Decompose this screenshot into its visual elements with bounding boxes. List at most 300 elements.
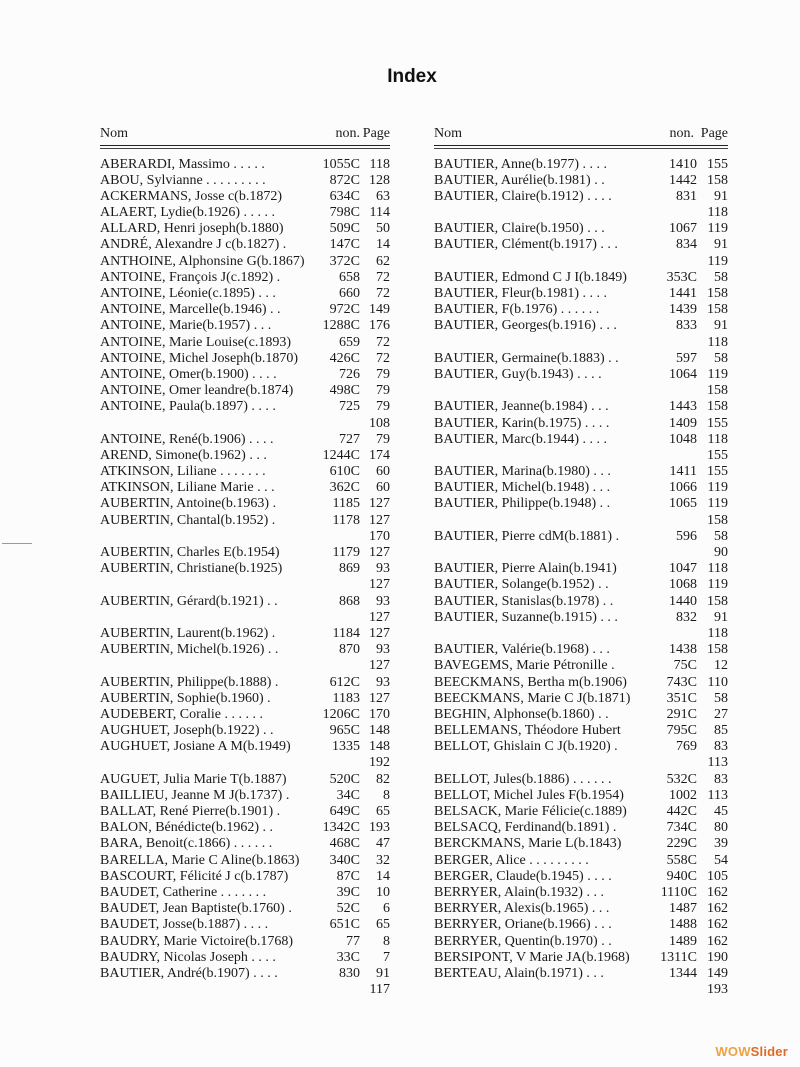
entry-page: 91: [714, 318, 728, 334]
entry-name: BAUTIER, Suzanne(b.1915) . . .: [434, 609, 618, 625]
entry-page: 72: [376, 269, 390, 285]
entry-ref: 1440: [669, 593, 697, 609]
entry-page: 58: [714, 269, 728, 285]
index-entry: [100, 594, 390, 610]
entry-page: 148: [369, 723, 390, 739]
entry-ref: 1068: [669, 577, 697, 593]
entry-page: 79: [376, 366, 390, 382]
header-rule: [434, 145, 728, 146]
entry-name: BAUTIER, Karin(b.1975) . . . .: [434, 415, 610, 431]
entry-page: 190: [707, 949, 728, 965]
entry-page: 158: [707, 399, 728, 415]
index-rows: [434, 157, 728, 999]
index-entry: [434, 318, 728, 334]
index-entry: [100, 335, 390, 351]
index-entry: [100, 286, 390, 302]
entry-name: BELSACQ, Ferdinand(b.1891) .: [434, 820, 617, 836]
index-entry: [434, 755, 728, 771]
entry-name: BAUTIER, Georges(b.1916) . . .: [434, 318, 617, 334]
entry-name: BAUTIER, Fleur(b.1981) . . . .: [434, 286, 608, 301]
index-entry: [434, 642, 728, 658]
entry-name: BERTEAU, Alain(b.1971) . . .: [434, 965, 604, 981]
entry-name: BAUTIER, F(b.1976) . . . . . .: [434, 302, 600, 318]
entry-page: 155: [707, 464, 728, 480]
entry-name: BAUTIER, Clément(b.1917) . . .: [434, 237, 618, 253]
index-entry: [100, 577, 390, 593]
entry-page: 193: [707, 982, 728, 998]
header-ref: non.: [669, 126, 694, 141]
index-entry: [434, 577, 728, 593]
entry-page: 119: [707, 366, 728, 382]
entry-page: 158: [707, 172, 728, 188]
entry-ref: 1065: [669, 496, 697, 512]
entry-name: BALON, Bénédicte(b.1962) . .: [100, 820, 274, 836]
entry-ref: 651C: [329, 917, 360, 933]
entry-name: BERRYER, Oriane(b.1966) . . .: [434, 917, 612, 933]
entry-page: 155: [707, 447, 728, 463]
index-entry: [434, 302, 728, 318]
entry-name: BASCOURT, Félicité J c(b.1787): [100, 868, 289, 884]
index-entry: [434, 901, 728, 917]
entry-name: ANTOINE, Léonie(c.1895) . . .: [100, 286, 276, 301]
entry-page: 113: [707, 755, 728, 771]
entry-ref: 1335: [332, 739, 360, 755]
entry-name: BARELLA, Marie C Aline(b.1863): [100, 852, 300, 868]
entry-page: 118: [707, 625, 728, 641]
index-entry: [100, 934, 390, 950]
entry-page: 10: [376, 884, 390, 900]
index-entry: [100, 399, 390, 415]
entry-page: 192: [369, 755, 390, 771]
index-entry: [434, 270, 728, 286]
entry-page: 14: [376, 868, 390, 884]
entry-page: 118: [707, 431, 728, 447]
entry-name: BAUTIER, Claire(b.1912) . . . .: [434, 188, 612, 204]
index-entry: [434, 788, 728, 804]
entry-ref: 353C: [666, 269, 697, 285]
entry-ref: 75C: [673, 658, 697, 674]
entry-page: 127: [369, 496, 390, 512]
entry-ref: 830: [339, 965, 360, 981]
entry-ref: 372C: [329, 253, 360, 269]
index-entry: [100, 917, 390, 933]
entry-ref: 1067: [669, 221, 697, 237]
index-entry: [434, 189, 728, 205]
entry-ref: 726: [339, 366, 360, 382]
index-entry: [434, 739, 728, 755]
entry-name: ANTOINE, Paula(b.1897) . . . .: [100, 399, 276, 415]
entry-ref: 1409: [669, 415, 697, 431]
entry-ref: 634C: [329, 188, 360, 204]
watermark-part2: Slider: [750, 1044, 788, 1059]
entry-page: 127: [369, 545, 390, 560]
entry-page: 113: [707, 787, 728, 803]
entry-page: 162: [707, 933, 728, 949]
entry-page: 119: [707, 221, 728, 237]
entry-ref: 1489: [669, 933, 697, 949]
index-entry: [434, 432, 728, 448]
entry-page: 127: [369, 690, 390, 706]
entry-ref: 1179: [332, 545, 360, 560]
entry-ref: 1244C: [322, 447, 360, 463]
entry-ref: 868: [339, 593, 360, 609]
entry-ref: 1066: [669, 480, 697, 496]
entry-ref: 596: [676, 528, 697, 544]
index-entry: [434, 157, 728, 173]
entry-ref: 660: [339, 286, 360, 301]
index-entry: [100, 205, 390, 221]
entry-name: AREND, Simone(b.1962) . . .: [100, 447, 267, 463]
index-entry: [100, 820, 390, 836]
entry-page: 8: [383, 933, 390, 949]
entry-page: 127: [369, 577, 390, 593]
entry-page: 170: [369, 528, 390, 544]
entry-page: 12: [714, 658, 728, 674]
index-entry: [100, 723, 390, 739]
entry-page: 60: [376, 464, 390, 480]
entry-name: BAUTIER, Marc(b.1944) . . . .: [434, 431, 608, 447]
entry-ref: 940C: [666, 868, 697, 884]
index-entry: [434, 658, 728, 674]
entry-ref: 1443: [669, 399, 697, 415]
entry-name: BAUTIER, Aurélie(b.1981) . .: [434, 172, 605, 188]
index-entry: [100, 755, 390, 771]
entry-ref: 351C: [666, 690, 697, 706]
entry-name: BERRYER, Alexis(b.1965) . . .: [434, 901, 610, 917]
entry-page: 128: [369, 172, 390, 188]
entry-ref: 612C: [329, 674, 360, 690]
index-entry: [100, 513, 390, 529]
index-entry: [434, 869, 728, 885]
entry-page: 158: [707, 642, 728, 658]
entry-ref: 1110C: [660, 884, 697, 900]
entry-name: ANTOINE, René(b.1906) . . . .: [100, 431, 274, 447]
entry-page: 65: [376, 917, 390, 933]
entry-ref: 1047: [669, 561, 697, 577]
entry-name: BAUTIER, Valérie(b.1968) . . .: [434, 642, 610, 658]
index-entry: [100, 432, 390, 448]
entry-name: BERGER, Alice . . . . . . . . .: [434, 852, 589, 868]
index-entry: [100, 885, 390, 901]
entry-ref: 1064: [669, 366, 697, 382]
entry-name: BAUTIER, Guy(b.1943) . . . .: [434, 366, 602, 382]
entry-page: 158: [707, 512, 728, 528]
entry-ref: 520C: [329, 771, 360, 787]
entry-name: AUBERTIN, Charles E(b.1954): [100, 545, 280, 560]
entry-page: 127: [369, 512, 390, 528]
entry-page: 149: [369, 302, 390, 318]
entry-page: 118: [707, 334, 728, 350]
index-entry: [434, 383, 728, 399]
entry-page: 14: [376, 237, 390, 253]
entry-name: BAUTIER, Pierre cdM(b.1881) .: [434, 528, 620, 544]
entry-ref: 1185: [332, 496, 360, 512]
index-entry: [100, 626, 390, 642]
entry-page: 93: [376, 593, 390, 609]
entry-page: 119: [707, 577, 728, 593]
entry-page: 93: [376, 642, 390, 658]
entry-name: BAUTIER, Philippe(b.1948) . .: [434, 496, 611, 512]
entry-name: ATKINSON, Liliane Marie . . .: [100, 480, 275, 496]
entry-name: BAUTIER, Michel(b.1948) . . .: [434, 480, 611, 496]
index-entry: [100, 982, 390, 998]
entry-ref: 291C: [666, 706, 697, 722]
index-entry: [434, 367, 728, 383]
entry-name: ANTOINE, Michel Joseph(b.1870): [100, 350, 299, 366]
entry-page: 91: [714, 609, 728, 625]
entry-name: BEECKMANS, Marie C J(b.1871): [434, 690, 631, 706]
entry-ref: 362C: [329, 480, 360, 496]
entry-ref: 426C: [329, 350, 360, 366]
entry-page: 72: [376, 286, 390, 301]
entry-page: 118: [707, 561, 728, 577]
index-entry: [100, 448, 390, 464]
index-entry: [434, 917, 728, 933]
entry-page: 39: [714, 836, 728, 852]
entry-ref: 1410: [669, 156, 697, 172]
entry-ref: 87C: [336, 868, 360, 884]
entry-ref: 509C: [329, 221, 360, 237]
entry-name: AUBERTIN, Christiane(b.1925): [100, 561, 283, 577]
entry-ref: 725: [339, 399, 360, 415]
entry-page: 158: [707, 593, 728, 609]
index-entry: [100, 804, 390, 820]
entry-ref: 34C: [336, 787, 360, 803]
entry-page: 8: [383, 787, 390, 803]
entry-page: 65: [376, 804, 390, 819]
index-entry: [434, 529, 728, 545]
entry-name: ANTOINE, Marcelle(b.1946) . .: [100, 302, 281, 318]
entry-ref: 734C: [666, 820, 697, 836]
index-entry: [434, 772, 728, 788]
index-entry: [434, 416, 728, 432]
index-entry: [434, 934, 728, 950]
index-entry: [434, 221, 728, 237]
index-entry: [434, 966, 728, 982]
index-entry: [434, 545, 728, 561]
entry-ref: 1311C: [660, 949, 697, 965]
index-entry: [434, 853, 728, 869]
index-entry: [434, 950, 728, 966]
entry-name: ALAERT, Lydie(b.1926) . . . . .: [100, 205, 276, 221]
header-ref: non.: [335, 126, 360, 141]
entry-ref: 1487: [669, 901, 697, 917]
index-entry: [100, 529, 390, 545]
entry-ref: 558C: [666, 852, 697, 868]
column-header: [434, 124, 728, 144]
entry-page: 47: [376, 836, 390, 852]
entry-ref: 442C: [666, 804, 697, 819]
entry-name: ATKINSON, Liliane . . . . . . .: [100, 464, 266, 480]
entry-ref: 1439: [669, 302, 697, 318]
entry-name: BEECKMANS, Bertha m(b.1906): [434, 674, 627, 690]
entry-page: 118: [707, 205, 728, 221]
entry-name: ABERARDI, Massimo . . . . .: [100, 156, 265, 172]
entry-name: BAUDET, Josse(b.1887) . . . .: [100, 917, 269, 933]
index-entry: [434, 496, 728, 512]
entry-ref: 870: [339, 642, 360, 658]
scan-mark: [2, 543, 32, 544]
index-entry: [100, 351, 390, 367]
index-entry: [100, 772, 390, 788]
index-entry: [100, 318, 390, 334]
entry-ref: 39C: [336, 884, 360, 900]
entry-page: 162: [707, 901, 728, 917]
entry-page: 83: [714, 771, 728, 787]
index-entry: [434, 723, 728, 739]
entry-name: BERRYER, Alain(b.1932) . . .: [434, 884, 604, 900]
index-entry: [100, 221, 390, 237]
entry-name: ANTHOINE, Alphonsine G(b.1867): [100, 253, 305, 269]
entry-page: 162: [707, 884, 728, 900]
watermark-part1: WOW: [715, 1044, 751, 1059]
index-entry: [434, 820, 728, 836]
entry-page: 45: [714, 804, 728, 819]
entry-name: AUBERTIN, Philippe(b.1888) .: [100, 674, 279, 690]
entry-name: BERGER, Claude(b.1945) . . . .: [434, 868, 612, 884]
index-entry: [434, 513, 728, 529]
index-entry: [100, 901, 390, 917]
entry-name: ANTOINE, Omer(b.1900) . . . .: [100, 366, 277, 382]
entry-name: AUGHUET, Joseph(b.1922) . .: [100, 723, 274, 739]
entry-page: 27: [714, 706, 728, 722]
entry-ref: 1048: [669, 431, 697, 447]
index-entry: [100, 561, 390, 577]
entry-page: 72: [376, 334, 390, 350]
index-entry: [100, 966, 390, 982]
entry-page: 158: [707, 286, 728, 301]
entry-name: ANTOINE, Marie Louise(c.1893): [100, 334, 292, 350]
entry-name: ANTOINE, François J(c.1892) .: [100, 269, 281, 285]
entry-name: BELLOT, Jules(b.1886) . . . . . .: [434, 771, 612, 787]
index-entry: [100, 302, 390, 318]
header-rule-thin: [100, 148, 390, 149]
entry-page: 83: [714, 739, 728, 755]
index-entry: [100, 642, 390, 658]
header-page: Page: [700, 126, 728, 141]
header-rule: [100, 145, 390, 146]
index-entry: [100, 367, 390, 383]
index-entry: [434, 254, 728, 270]
entry-page: 79: [376, 383, 390, 399]
entry-page: 7: [383, 949, 390, 965]
entry-ref: 649C: [329, 804, 360, 819]
entry-name: BAUDRY, Marie Victoire(b.1768): [100, 933, 294, 949]
entry-ref: 77: [346, 933, 360, 949]
entry-page: 58: [714, 690, 728, 706]
entry-ref: 965C: [329, 723, 360, 739]
entry-name: ANTOINE, Marie(b.1957) . . .: [100, 318, 272, 334]
entry-page: 32: [376, 852, 390, 868]
entry-name: AUGUET, Julia Marie T(b.1887): [100, 771, 287, 787]
entry-name: BELLOT, Ghislain C J(b.1920) .: [434, 739, 618, 755]
header-name: Nom: [434, 126, 462, 141]
header-name: Nom: [100, 126, 128, 141]
entry-ref: 1411: [669, 464, 697, 480]
entry-page: 176: [369, 318, 390, 334]
index-entry: [100, 675, 390, 691]
index-entry: [100, 545, 390, 561]
index-entry: [434, 675, 728, 691]
index-entry: [434, 804, 728, 820]
entry-name: BAUTIER, Solange(b.1952) . .: [434, 577, 609, 593]
entry-ref: 532C: [666, 771, 697, 787]
entry-ref: 1344: [669, 965, 697, 981]
entry-ref: 1488: [669, 917, 697, 933]
index-entry: [100, 853, 390, 869]
entry-ref: 1438: [669, 642, 697, 658]
entry-page: 91: [714, 188, 728, 204]
entry-name: BELLEMANS, Théodore Hubert: [434, 723, 621, 739]
entry-ref: 769: [676, 739, 697, 755]
entry-ref: 727: [339, 431, 360, 447]
entry-name: BAUTIER, Claire(b.1950) . . .: [434, 221, 605, 237]
entry-page: 58: [714, 528, 728, 544]
entry-ref: 832: [676, 609, 697, 625]
entry-ref: 834: [676, 237, 697, 253]
index-entry: [100, 610, 390, 626]
entry-ref: 972C: [329, 302, 360, 318]
index-entry: [100, 788, 390, 804]
entry-name: ALLARD, Henri joseph(b.1880): [100, 221, 284, 237]
index-entry: [100, 464, 390, 480]
entry-page: 119: [707, 480, 728, 496]
index-entry: [100, 869, 390, 885]
index-entry: [434, 399, 728, 415]
entry-ref: 833: [676, 318, 697, 334]
entry-ref: 795C: [666, 723, 697, 739]
index-entry: [100, 707, 390, 723]
entry-name: AUGHUET, Josiane A M(b.1949): [100, 739, 291, 755]
entry-name: BAUTIER, Stanislas(b.1978) . .: [434, 593, 614, 609]
entry-page: 155: [707, 415, 728, 431]
entry-name: BAUDRY, Nicolas Joseph . . . .: [100, 949, 276, 965]
entry-page: 148: [369, 739, 390, 755]
entry-name: BAUTIER, Marina(b.1980) . . .: [434, 464, 611, 480]
entry-ref: 147C: [329, 237, 360, 253]
index-entry: [434, 610, 728, 626]
entry-page: 127: [369, 609, 390, 625]
watermark-logo: [715, 1044, 788, 1059]
index-entry: [100, 173, 390, 189]
entry-name: BAVEGEMS, Marie Pétronille .: [434, 658, 615, 674]
entry-ref: 798C: [329, 205, 360, 221]
entry-name: BERSIPONT, V Marie JA(b.1968): [434, 949, 630, 965]
entry-name: AUBERTIN, Michel(b.1926) . .: [100, 642, 279, 658]
entry-page: 110: [707, 674, 728, 690]
entry-page: 127: [369, 658, 390, 674]
entry-name: AUBERTIN, Chantal(b.1952) .: [100, 512, 276, 528]
entry-page: 118: [369, 156, 390, 172]
entry-name: AUBERTIN, Antoine(b.1963) .: [100, 496, 277, 512]
entry-page: 108: [369, 415, 390, 431]
index-entry: [434, 480, 728, 496]
entry-name: BERRYER, Quentin(b.1970) . .: [434, 933, 612, 949]
entry-ref: 498C: [329, 383, 360, 399]
index-entry: [434, 173, 728, 189]
entry-page: 158: [707, 302, 728, 318]
index-entry: [100, 950, 390, 966]
index-rows: [100, 157, 390, 999]
entry-page: 105: [707, 868, 728, 884]
entry-ref: 658: [339, 269, 360, 285]
index-column-right: [434, 124, 728, 998]
index-entry: [434, 707, 728, 723]
entry-page: 50: [376, 221, 390, 237]
entry-ref: 743C: [666, 674, 697, 690]
entry-ref: 1342C: [322, 820, 360, 836]
index-entry: [100, 254, 390, 270]
